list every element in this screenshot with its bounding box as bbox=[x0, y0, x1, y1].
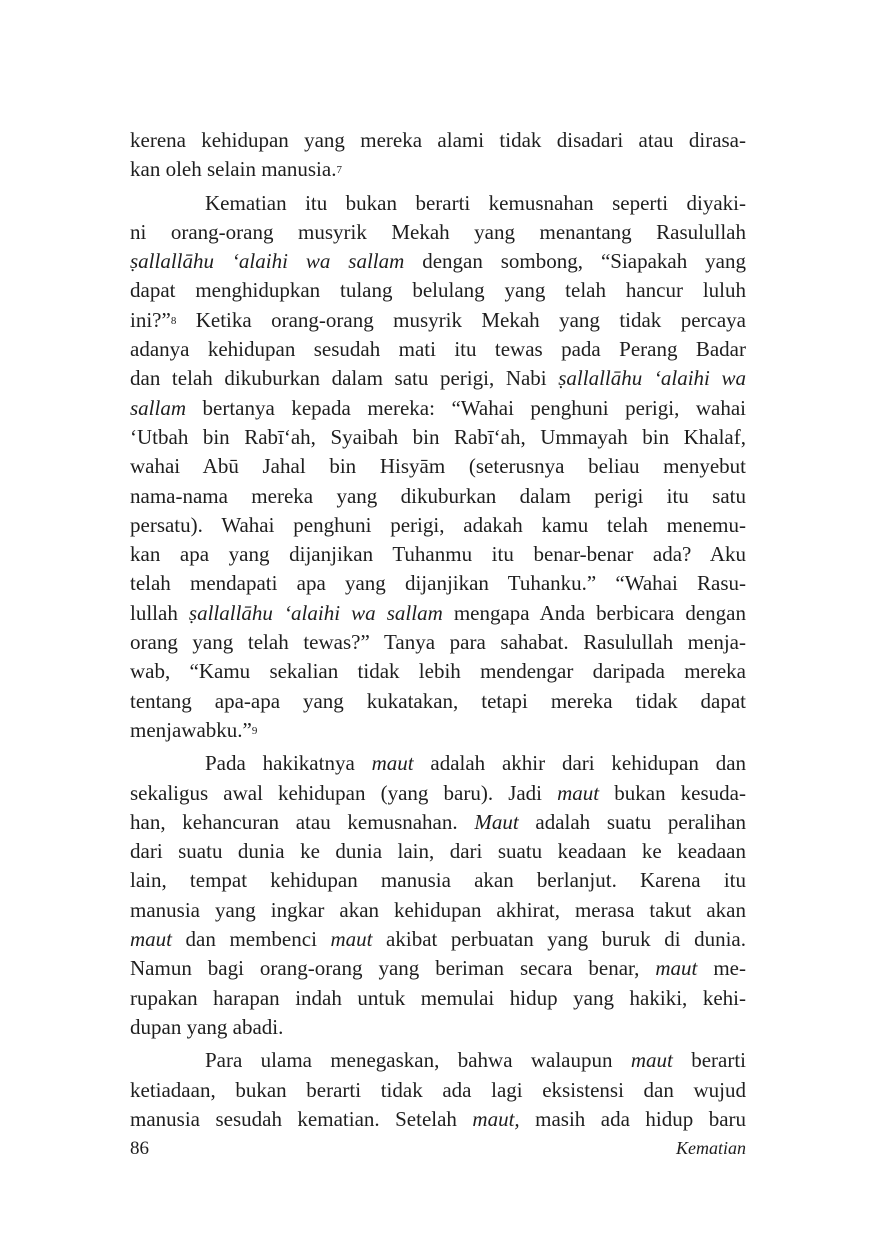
text-run: bukan kesuda- bbox=[599, 780, 746, 805]
italic-term: maut bbox=[655, 956, 698, 981]
text-line bbox=[130, 687, 746, 716]
text-run: adalah akhir dari kehidupan dan bbox=[413, 751, 747, 776]
text-line bbox=[130, 452, 746, 481]
text-run: dengan sombong, “Siapakah yang bbox=[404, 249, 746, 274]
italic-term: sallam bbox=[130, 395, 187, 420]
italic-term: maut bbox=[130, 927, 172, 952]
italic-term: ṣallallāhu ‘alaihi wa bbox=[558, 366, 746, 391]
text-run: berarti bbox=[672, 1048, 747, 1073]
text-run: adalah suatu peralihan bbox=[518, 809, 747, 834]
text-run: Kematian itu bukan berarti kemusnahan seperti diyaki- bbox=[205, 190, 746, 215]
text-line bbox=[130, 306, 746, 335]
text-run: Para ulama menegaskan, bahwa walaupun bbox=[205, 1048, 631, 1073]
text-line bbox=[130, 482, 746, 511]
text-line bbox=[130, 896, 746, 925]
text-line bbox=[130, 1105, 746, 1134]
italic-term: maut bbox=[557, 780, 600, 805]
text-line bbox=[130, 540, 746, 569]
text-run: ketiadaan, bukan berarti tidak ada lagi eksistensi dan wujud bbox=[130, 1077, 746, 1102]
text-line bbox=[130, 247, 746, 276]
text-run: dan membenci bbox=[172, 927, 331, 952]
text-run: Ketika orang-orang musyrik Mekah yang tidak percaya bbox=[176, 307, 746, 332]
text-line bbox=[130, 984, 746, 1013]
italic-term: maut bbox=[330, 927, 373, 952]
text-run: lullah bbox=[130, 600, 189, 625]
text-run: me- bbox=[697, 956, 746, 981]
text-run: dari suatu dunia ke dunia lain, dari suatu keadaan ke keadaan bbox=[130, 839, 746, 864]
text-run: adanya kehidupan sesudah mati itu tewas pada Perang Badar bbox=[130, 337, 746, 362]
text-line bbox=[130, 364, 746, 393]
text-run: kan oleh selain manusia. bbox=[130, 157, 337, 182]
text-line bbox=[130, 749, 746, 778]
text-line bbox=[130, 657, 746, 686]
text-run: dapat menghidupkan tulang belulang yang telah hancur luluh bbox=[130, 278, 746, 303]
text-run: wahai Abū Jahal bin Hisyām (seterusnya beliau menyebut bbox=[130, 454, 746, 479]
text-line bbox=[130, 569, 746, 598]
italic-term: ṣallallāhu ‘alaihi wa sallam bbox=[188, 600, 443, 625]
page-footer bbox=[130, 1138, 746, 1160]
text-line bbox=[130, 866, 746, 895]
page-number: 86 bbox=[130, 1138, 149, 1159]
text-line bbox=[130, 779, 746, 808]
text-line bbox=[130, 218, 746, 247]
text-run: dan telah dikuburkan dalam satu perigi, Nabi bbox=[130, 366, 559, 391]
italic-term: Maut bbox=[474, 809, 519, 834]
text-run: telah mendapati apa yang dijanjikan Tuhanku.” “Wahai Rasu- bbox=[130, 571, 746, 596]
text-run: manusia yang ingkar akan kehidupan akhirat, merasa takut akan bbox=[130, 897, 746, 922]
text-run: lain, tempat kehidupan manusia akan berlanjut. Karena itu bbox=[130, 868, 746, 893]
text-run: orang yang telah tewas?” Tanya para sahabat. Rasulullah menja- bbox=[130, 630, 746, 655]
footnote-ref: 7 bbox=[336, 164, 342, 177]
text-run: bertanya kepada mereka: “Wahai penghuni perigi, wahai bbox=[186, 395, 746, 420]
paragraph bbox=[130, 749, 746, 1042]
footnote-ref: 8 bbox=[170, 314, 177, 327]
text-run: han, kehancuran atau kemusnahan. bbox=[130, 809, 475, 834]
text-run: masih ada hidup baru bbox=[519, 1106, 747, 1131]
text-run: wab, “Kamu sekalian tidak lebih mendengar daripada mereka bbox=[130, 659, 746, 684]
text-line bbox=[130, 394, 746, 423]
text-line bbox=[130, 716, 746, 745]
text-run: Pada hakikatnya bbox=[205, 751, 372, 776]
text-line bbox=[130, 1046, 746, 1075]
italic-term: ṣallallāhu ‘alaihi wa sallam bbox=[130, 249, 405, 274]
text-line bbox=[130, 628, 746, 657]
text-line bbox=[130, 276, 746, 305]
italic-term: maut, bbox=[472, 1106, 520, 1131]
text-run: mengapa Anda berbicara dengan bbox=[442, 600, 746, 625]
footnote-ref: 9 bbox=[251, 724, 258, 737]
text-line bbox=[130, 925, 746, 954]
text-line bbox=[130, 837, 746, 866]
text-line bbox=[130, 126, 746, 155]
text-run: rupakan harapan indah untuk memulai hidup yang hakiki, kehi- bbox=[130, 985, 746, 1010]
text-run: menjawabku.” bbox=[130, 717, 252, 742]
text-run: persatu). Wahai penghuni perigi, adakah kamu telah menemu- bbox=[130, 512, 746, 537]
text-run: ‘Utbah bin Rabī‘ah, Syaibah bin Rabī‘ah, Ummayah bin Khalaf, bbox=[130, 424, 746, 449]
text-line bbox=[130, 189, 746, 218]
text-line bbox=[130, 155, 746, 184]
text-run: tentang apa-apa yang kukatakan, tetapi mereka tidak dapat bbox=[130, 688, 746, 713]
text-line bbox=[130, 1076, 746, 1105]
text-run: ni orang-orang musyrik Mekah yang menantang Rasulullah bbox=[130, 219, 746, 244]
text-run: nama-nama mereka yang dikuburkan dalam perigi itu satu bbox=[130, 483, 746, 508]
text-run: ini?” bbox=[130, 307, 171, 332]
paragraph bbox=[130, 126, 746, 185]
text-line bbox=[130, 954, 746, 983]
text-line bbox=[130, 335, 746, 364]
text-run: kan apa yang dijanjikan Tuhanmu itu benar-benar ada? Aku bbox=[130, 542, 746, 567]
text-run: Namun bagi orang-orang yang beriman secara benar, bbox=[130, 956, 656, 981]
italic-term: maut bbox=[371, 751, 414, 776]
text-line bbox=[130, 423, 746, 452]
text-run: dupan yang abadi. bbox=[130, 1014, 284, 1039]
text-run: kerena kehidupan yang mereka alami tidak disadari atau dirasa- bbox=[130, 128, 746, 152]
text-line bbox=[130, 808, 746, 837]
paragraph bbox=[130, 1046, 746, 1134]
body-text bbox=[130, 126, 746, 1134]
text-run: akibat perbuatan yang buruk di dunia. bbox=[372, 927, 747, 952]
text-line bbox=[130, 599, 746, 628]
italic-term: maut bbox=[630, 1048, 673, 1073]
paragraph bbox=[130, 189, 746, 746]
text-line bbox=[130, 1013, 746, 1042]
text-run: manusia sesudah kematian. Setelah bbox=[130, 1106, 473, 1131]
text-line bbox=[130, 511, 746, 540]
text-run: sekaligus awal kehidupan (yang baru). Jadi bbox=[130, 780, 558, 805]
running-title: Kematian bbox=[676, 1138, 746, 1158]
